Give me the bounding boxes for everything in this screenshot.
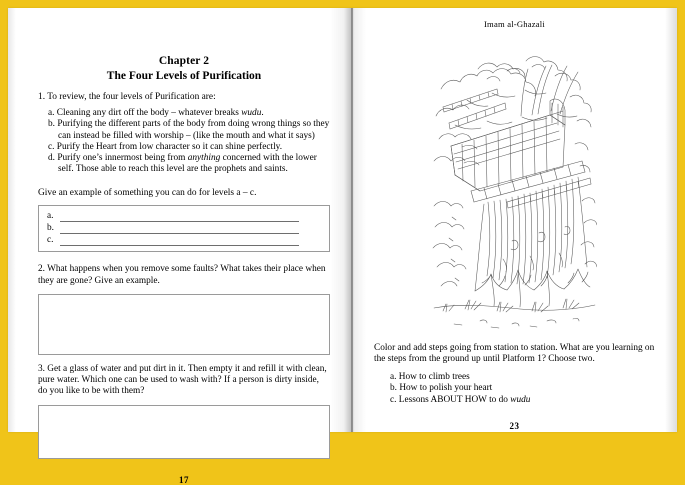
right-page — [356, 8, 677, 432]
choice-label: c. — [390, 395, 397, 405]
page-number-right: 23 — [509, 420, 520, 431]
list-item — [38, 108, 330, 119]
level-label: a. — [48, 108, 55, 118]
choice-text: How to polish your heart — [399, 383, 493, 394]
list-item — [38, 153, 330, 176]
answer-box-question-2[interactable] — [38, 294, 330, 355]
choice-label: b. — [390, 383, 397, 394]
question-1: 1. To review, the four levels of Purification are: — [38, 91, 216, 102]
purification-levels-list — [38, 108, 330, 176]
level-italic: wudu — [241, 108, 262, 118]
choices-list — [374, 372, 655, 407]
answer-label: a. — [47, 211, 54, 222]
level-text: Purify the Heart from low character so it can shine perfectly. — [56, 141, 283, 152]
list-item — [374, 383, 655, 395]
answer-row[interactable] — [47, 222, 321, 234]
level-label: c. — [48, 141, 55, 152]
list-item — [374, 372, 655, 384]
book-spread — [8, 8, 677, 485]
list-item — [38, 119, 330, 142]
answer-rule-a[interactable] — [60, 212, 299, 222]
answer-row[interactable] — [47, 210, 321, 222]
choice-text: How to climb trees — [398, 371, 470, 382]
choice-label: a. — [390, 371, 397, 382]
illustration-instruction: Color and add steps going from station to station. What are you learning on the steps from the ground up until Platform 1? Choose two. — [374, 343, 655, 365]
left-page — [8, 8, 348, 485]
level-text: Purify one’s innermost being from — [57, 153, 188, 164]
answer-box-question-3[interactable] — [38, 405, 330, 459]
example-prompt: Give an example of something you can do for levels a – c. — [38, 187, 257, 198]
list-item — [374, 395, 655, 407]
chapter-number: Chapter 2 — [158, 55, 210, 67]
tree-with-platforms-illustration — [432, 41, 597, 334]
answer-rule-c[interactable] — [60, 236, 299, 246]
level-label: d. — [48, 153, 55, 164]
level-italic: anything — [187, 153, 221, 164]
answer-lines-box[interactable] — [38, 205, 330, 252]
right-page-content — [374, 8, 655, 431]
question-2: 2. What happens when you remove some faults? What takes their place when they are gone? Give an example. — [38, 264, 326, 286]
answer-label: c. — [47, 235, 54, 246]
choice-italic: wudu — [510, 395, 531, 405]
running-head: Imam al-Ghazali — [484, 19, 545, 29]
choice-text: Lessons ABOUT HOW to do — [398, 395, 511, 405]
question-3: 3. Get a glass of water and put dirt in it. Then empty it and refill it with clean, pure water. Which one can be used to wash with? If a person is dirty inside, do you like to be with them? — [38, 363, 327, 397]
level-label: b. — [48, 119, 55, 130]
answer-label: b. — [47, 223, 54, 234]
answer-row[interactable] — [47, 234, 321, 246]
answer-rule-b[interactable] — [60, 224, 299, 234]
page-number-left: 17 — [179, 474, 189, 485]
level-text-after: concerned with the lower self. Those able to reach this level are the prophets and saints. — [58, 153, 317, 175]
level-text: Cleaning any dirt off the body – whatever breaks — [56, 108, 242, 118]
left-page-content — [38, 8, 330, 485]
book-frame — [8, 8, 677, 485]
level-text-after: . — [261, 108, 264, 118]
list-item — [38, 142, 330, 153]
chapter-title: The Four Levels of Purification — [106, 69, 262, 82]
level-text: Purifying the different parts of the body from doing wrong things so they can instead be filled with worship – (like the mouth and what it says) — [57, 119, 330, 141]
book-gutter-line — [351, 8, 353, 432]
